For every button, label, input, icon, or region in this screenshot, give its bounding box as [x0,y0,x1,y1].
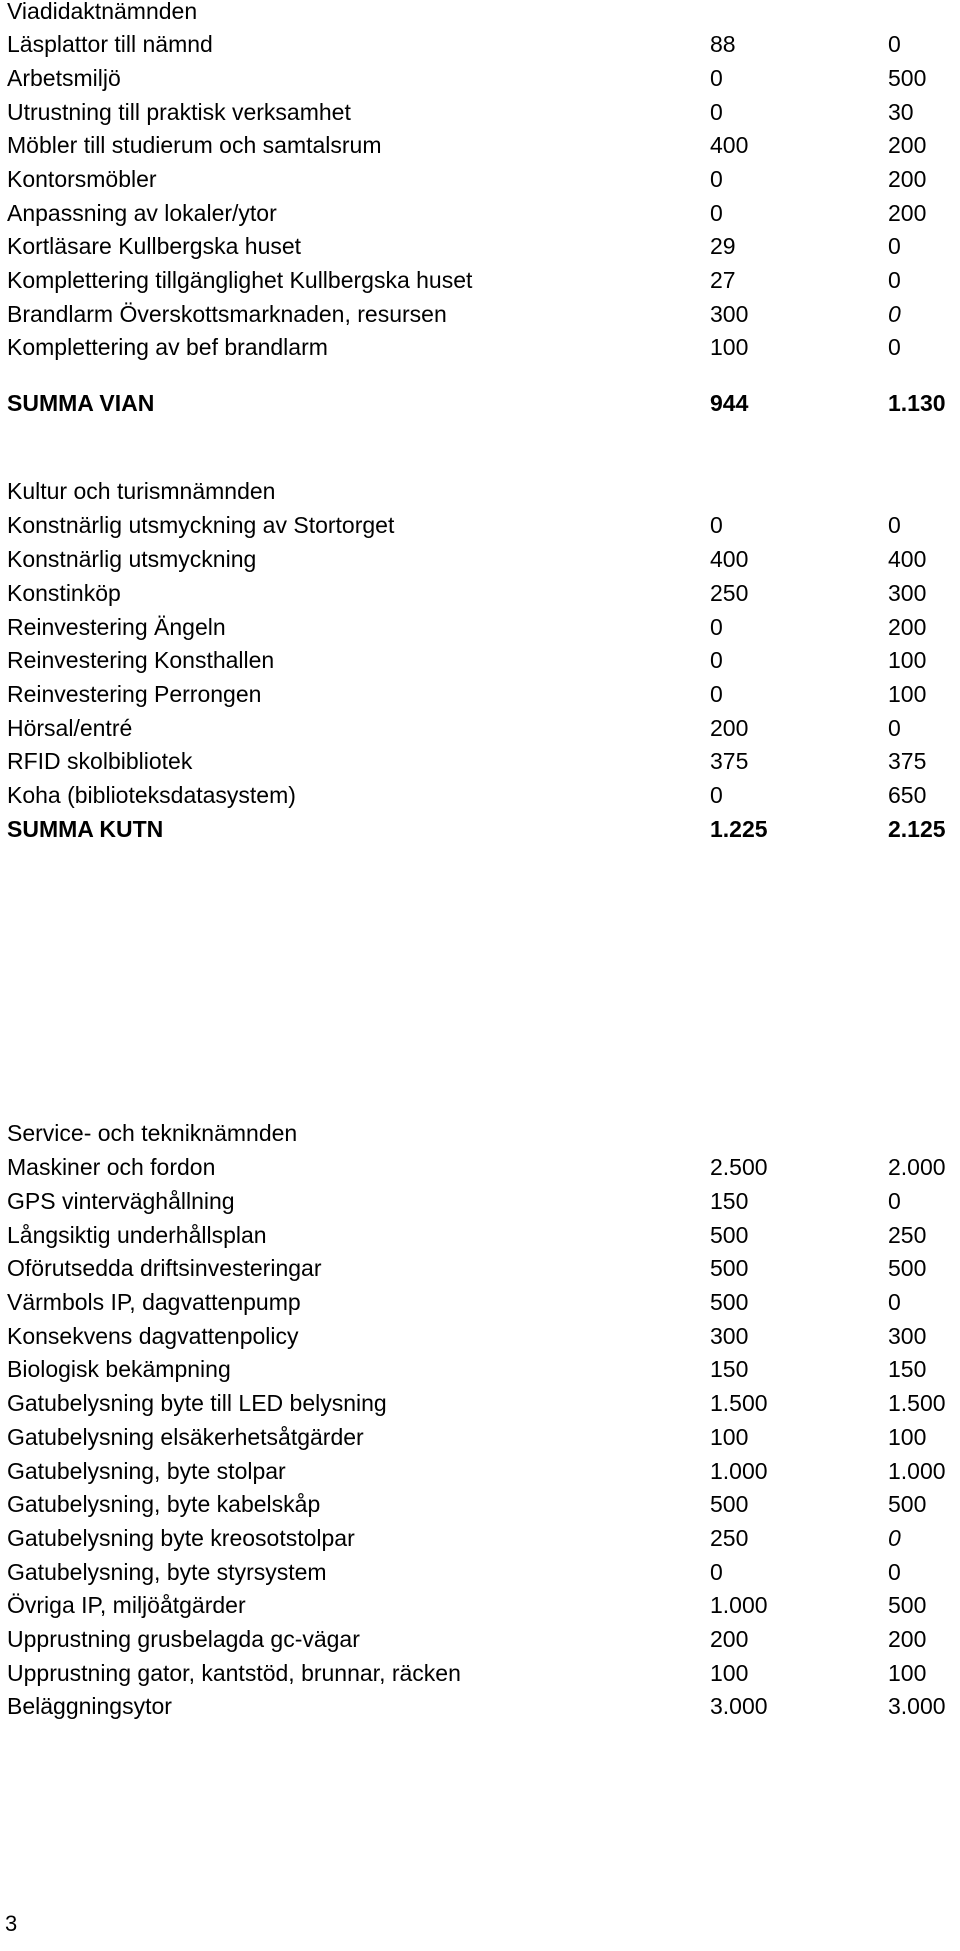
item-label: Gatubelysning byte kreosotstolpar [7,1525,355,1551]
table-row [0,1386,960,1420]
item-value-2: 375 [888,748,927,774]
item-label: Maskiner och fordon [7,1154,216,1180]
table-row [0,610,960,644]
item-value-1: 27 [710,267,736,293]
item-value-1: 88 [710,31,736,57]
item-value-2: 0 [888,1525,901,1551]
section-heading-text: Service- och tekniknämnden [7,1120,298,1146]
item-label: Värmbols IP, dagvattenpump [7,1289,301,1315]
item-label: Komplettering tillgänglighet Kullbergska huset [7,267,473,293]
item-value-2: 150 [888,1356,927,1382]
item-value-2: 0 [888,334,901,360]
item-label: Långsiktig underhållsplan [7,1222,267,1248]
summary-value-1: 944 [710,390,749,416]
item-value-2: 0 [888,31,901,57]
item-value-2: 300 [888,1323,927,1349]
item-label: Gatubelysning, byte kabelskåp [7,1491,321,1517]
item-label: Kontorsmöbler [7,166,157,192]
item-label: Anpassning av lokaler/ytor [7,200,277,226]
item-value-1: 500 [710,1255,749,1281]
item-value-2: 500 [888,1255,927,1281]
item-value-1: 200 [710,715,749,741]
item-label: Gatubelysning, byte styrsystem [7,1559,327,1585]
item-label: Gatubelysning byte till LED belysning [7,1390,387,1416]
item-value-2: 3.000 [888,1693,946,1719]
item-label: Konstinköp [7,580,121,606]
item-value-1: 500 [710,1222,749,1248]
item-value-1: 500 [710,1289,749,1315]
table-row [0,542,960,576]
table-row [0,1622,960,1656]
item-label: Gatubelysning, byte stolpar [7,1458,286,1484]
item-value-2: 0 [888,1559,901,1585]
table-row [0,1420,960,1454]
item-value-2: 0 [888,233,901,259]
item-value-2: 0 [888,715,901,741]
item-value-1: 375 [710,748,749,774]
table-row [0,1454,960,1488]
table-row [0,1588,960,1622]
item-value-2: 1.500 [888,1390,946,1416]
table-row [0,508,960,542]
item-value-1: 1.500 [710,1390,768,1416]
summary-label: SUMMA VIAN [7,390,155,416]
item-value-1: 250 [710,1525,749,1551]
item-value-1: 100 [710,1660,749,1686]
table-row [0,1555,960,1589]
item-label: Möbler till studierum och samtalsrum [7,132,382,158]
item-value-1: 100 [710,334,749,360]
item-value-2: 250 [888,1222,927,1248]
table-row [0,61,960,95]
table-row [0,1656,960,1690]
item-value-2: 0 [888,1188,901,1214]
item-label: Upprustning gator, kantstöd, brunnar, räcken [7,1660,461,1686]
section-heading [0,474,960,508]
item-value-2: 2.000 [888,1154,946,1180]
item-value-2: 0 [888,1289,901,1315]
table-row [0,1487,960,1521]
item-label: Koha (biblioteksdatasystem) [7,782,296,808]
table-row [0,128,960,162]
item-value-2: 650 [888,782,927,808]
item-label: Reinvestering Ängeln [7,614,226,640]
table-row [0,196,960,230]
item-value-1: 200 [710,1626,749,1652]
item-label: Biologisk bekämpning [7,1356,231,1382]
section-heading-text: Viadidaktnämnden [7,0,198,24]
item-label: Oförutsedda driftsinvesteringar [7,1255,322,1281]
item-value-2: 200 [888,166,927,192]
section-heading [0,1116,960,1150]
table-row [0,1251,960,1285]
item-value-2: 100 [888,681,927,707]
table-row [0,1689,960,1723]
page-number: 3 [5,1911,18,1936]
table-row [0,95,960,129]
item-value-1: 1.000 [710,1592,768,1618]
item-label: Upprustning grusbelagda gc-vägar [7,1626,360,1652]
table-row [0,263,960,297]
item-value-2: 0 [888,267,901,293]
table-row [0,1184,960,1218]
table-row [0,1218,960,1252]
summary-value-2: 1.130 [888,390,946,416]
item-label: Arbetsmiljö [7,65,121,91]
item-value-2: 200 [888,1626,927,1652]
item-value-1: 0 [710,166,723,192]
item-value-1: 0 [710,65,723,91]
summary-row [0,812,960,846]
item-value-2: 500 [888,65,927,91]
table-row [0,711,960,745]
item-value-1: 1.000 [710,1458,768,1484]
item-value-1: 0 [710,512,723,538]
item-value-1: 150 [710,1356,749,1382]
item-value-1: 0 [710,647,723,673]
item-label: Komplettering av bef brandlarm [7,334,328,360]
item-label: Utrustning till praktisk verksamhet [7,99,351,125]
item-value-2: 0 [888,512,901,538]
table-row [0,778,960,812]
table-row [0,1150,960,1184]
summary-label: SUMMA KUTN [7,816,164,842]
table-row [0,27,960,61]
summary-value-1: 1.225 [710,816,768,842]
item-label: Konsekvens dagvattenpolicy [7,1323,299,1349]
item-value-2: 200 [888,614,927,640]
item-value-2: 1.000 [888,1458,946,1484]
item-label: Läsplattor till nämnd [7,31,213,57]
item-value-1: 400 [710,132,749,158]
section-heading [0,0,960,28]
summary-row [0,386,960,420]
table-row [0,643,960,677]
item-label: Reinvestering Konsthallen [7,647,275,673]
item-label: Hörsal/entré [7,715,133,741]
table-row [0,229,960,263]
table-row [0,576,960,610]
item-value-2: 500 [888,1491,927,1517]
item-value-2: 200 [888,200,927,226]
table-row [0,330,960,364]
item-value-2: 400 [888,546,927,572]
table-row [0,1319,960,1353]
item-label: Övriga IP, miljöåtgärder [7,1592,246,1618]
item-value-2: 100 [888,1424,927,1450]
item-label: Konstnärlig utsmyckning av Stortorget [7,512,395,538]
item-value-2: 30 [888,99,914,125]
item-label: Reinvestering Perrongen [7,681,262,707]
item-value-1: 0 [710,614,723,640]
item-label: Kortläsare Kullbergska huset [7,233,302,259]
item-value-1: 150 [710,1188,749,1214]
item-value-2: 0 [888,301,901,327]
item-value-1: 0 [710,200,723,226]
item-value-1: 0 [710,99,723,125]
item-value-1: 0 [710,1559,723,1585]
summary-value-2: 2.125 [888,816,946,842]
item-value-2: 100 [888,647,927,673]
table-row [0,297,960,331]
item-value-1: 3.000 [710,1693,768,1719]
item-value-2: 200 [888,132,927,158]
item-label: Gatubelysning elsäkerhetsåtgärder [7,1424,364,1450]
table-row [0,1285,960,1319]
item-value-1: 500 [710,1491,749,1517]
item-value-1: 29 [710,233,736,259]
item-value-1: 300 [710,301,749,327]
table-row [0,1352,960,1386]
item-value-2: 100 [888,1660,927,1686]
item-value-1: 100 [710,1424,749,1450]
section-heading-text: Kultur och turismnämnden [7,478,276,504]
item-value-1: 400 [710,546,749,572]
item-value-1: 0 [710,681,723,707]
table-row [0,744,960,778]
item-label: GPS vinterväghållning [7,1188,235,1214]
table-row [0,677,960,711]
item-label: Brandlarm Överskottsmarknaden, resursen [7,301,447,327]
table-row [0,1521,960,1555]
item-value-1: 0 [710,782,723,808]
item-value-2: 500 [888,1592,927,1618]
item-value-1: 2.500 [710,1154,768,1180]
item-value-2: 300 [888,580,927,606]
item-value-1: 300 [710,1323,749,1349]
item-label: Konstnärlig utsmyckning [7,546,257,572]
item-value-1: 250 [710,580,749,606]
item-label: RFID skolbibliotek [7,748,193,774]
item-label: Beläggningsytor [7,1693,172,1719]
table-row [0,162,960,196]
